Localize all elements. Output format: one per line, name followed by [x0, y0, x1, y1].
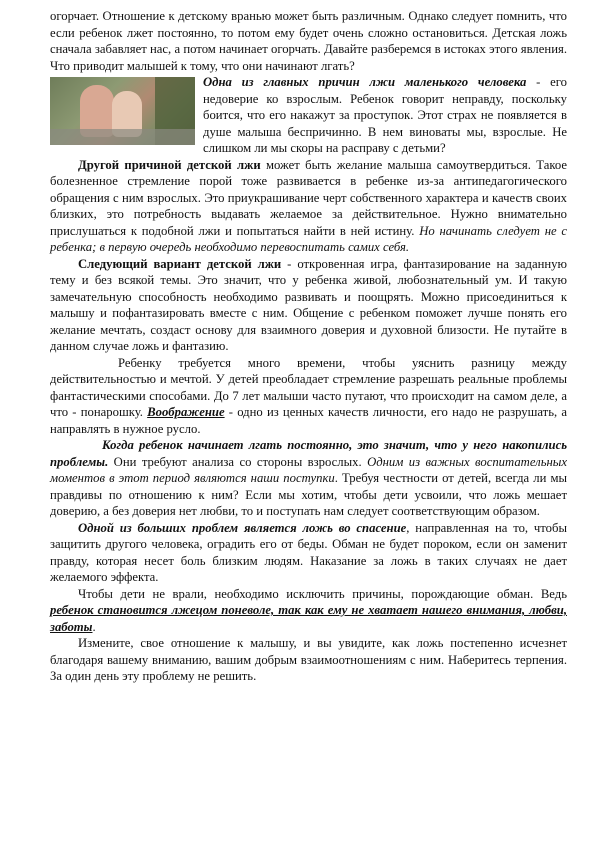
- self-assertion-lead: Другой причиной детской лжи: [78, 157, 261, 172]
- imagination-text-a: Ребенку требуется много времени, чтобы уяснить разницу между действительностью и мечтой. У детей преобладает стремление разрешать реальные проблемы фантастическими способами. До 7 лет малыши часто путают, что происходит на самом деле, а что - понарошку.: [50, 355, 567, 419]
- children-photo: [50, 77, 195, 145]
- paragraph-conclusion: [50, 635, 567, 685]
- causes-text: Чтобы дети не врали, необходимо исключить причины, порождающие обман. Ведь: [78, 586, 567, 601]
- distrust-text: - его недоверие ко взрослым. Ребенок говорит неправду, поскольку боится, что его накажут за проступок. Этот страх не появляется в душе малыша беспричинно. В нем виноваты мы, взрослые. Не слишком ли мы скоры на расправу с детьми?: [203, 75, 567, 155]
- conclusion-text: Измените, свое отношение к малышу, и вы увидите, как ложь постепенно исчезнет благодаря вашему вниманию, вашим добрым взаимоотношениям с ним. Наберитесь терпения. За один день эту проблему не решить.: [50, 636, 567, 683]
- intro-text: огорчает. Отношение к детскому вранью может быть различным. Однако следует помнить, что если ребенок лжет постоянно, то потом ему будет очень сложно остановиться. Детская ложь сначала забавляет нас, а потом начинает огорчать. Давайте разберемся в истоках этого явления. Что приводит малышей к тому, что они начинают лгать?: [50, 9, 567, 73]
- self-assertion-text: может быть желание малыша самоутвердиться. Такое болезненное стремление порой тоже развивается в ребенке из-за антипедагогического обращения с ним взрослых. Это приукрашивание черт собственного характера и качеств своих близких, это потребность выдавать желаемое за действительное. Нужно внимательно прислушаться к подобной лжи и попытаться найти в ней истину.: [50, 157, 567, 238]
- distrust-lead: Одна из главных причин лжи маленького человека: [203, 75, 527, 89]
- imagination-term: Воображение: [147, 405, 225, 419]
- fantasy-lead: Следующий вариант детской лжи: [78, 256, 282, 271]
- paragraph-self-assertion: [50, 157, 567, 256]
- causes-emphasis: ребенок становится лжецом поневоле, так как ему не хватает нашего внимания, любви, заботы: [50, 603, 567, 634]
- problems-italic: Одним из важных воспитательных моментов в этот период являются наши поступки: [50, 454, 567, 485]
- self-assertion-tail: Но начинать следует не с ребенка; в первую очередь необходимо перевоспитать самих себя.: [50, 223, 567, 254]
- problems-mid: Они требуют анализа со стороны взрослых.: [108, 454, 368, 469]
- paragraph-intro: [50, 8, 567, 74]
- fantasy-text: - откровенная игра, фантазирование на заданную тему и без всякой темы. Это значит, что у ребенка живой, любознательный ум. И такую замечательную способность необходимо развивать и поощрять. Можно присоединиться к малышу и пофантазировать вместе с ним. Общение с ребенком поможет лучше понять его желание мечтать, создаст основу для взаимного доверия и духовной близости. Не путайте в данном случае ложь и фантазию.: [50, 256, 567, 353]
- white-lie-lead: Одной из больших проблем является ложь во спасение: [78, 520, 407, 535]
- imagination-text-b: - одно из ценных качеств личности, его надо не разрушать, а направлять в нужное русло.: [50, 405, 568, 436]
- white-lie-text: , направленная на то, чтобы защитить другого человека, оградить его от беды. Обман не будет пороком, если он заменит правду, которая несет боль близким людям. Наказание за ложь в таких случаях не дает желаемого эффекта.: [50, 520, 567, 584]
- paragraph-fantasy: [50, 256, 567, 355]
- article-body: [50, 8, 567, 685]
- paragraph-imagination: [50, 355, 567, 438]
- paragraph-problems: [50, 437, 567, 520]
- problems-lead: Когда ребенок начинает лгать постоянно, это значит, что у него накопились проблемы.: [50, 438, 567, 469]
- causes-end: .: [92, 619, 96, 634]
- photo-ground: [50, 129, 195, 145]
- paragraph-white-lie: [50, 520, 567, 586]
- paragraph-causes: [50, 586, 567, 636]
- problems-text: . Требуя честности от детей, всегда ли мы правдивы по отношению к ним? Если мы хотим, чтобы дети усвоили, что ложь мешает доверию, а без доверия нет любви, то и поступать нам следует соответствующим образом.: [50, 471, 568, 518]
